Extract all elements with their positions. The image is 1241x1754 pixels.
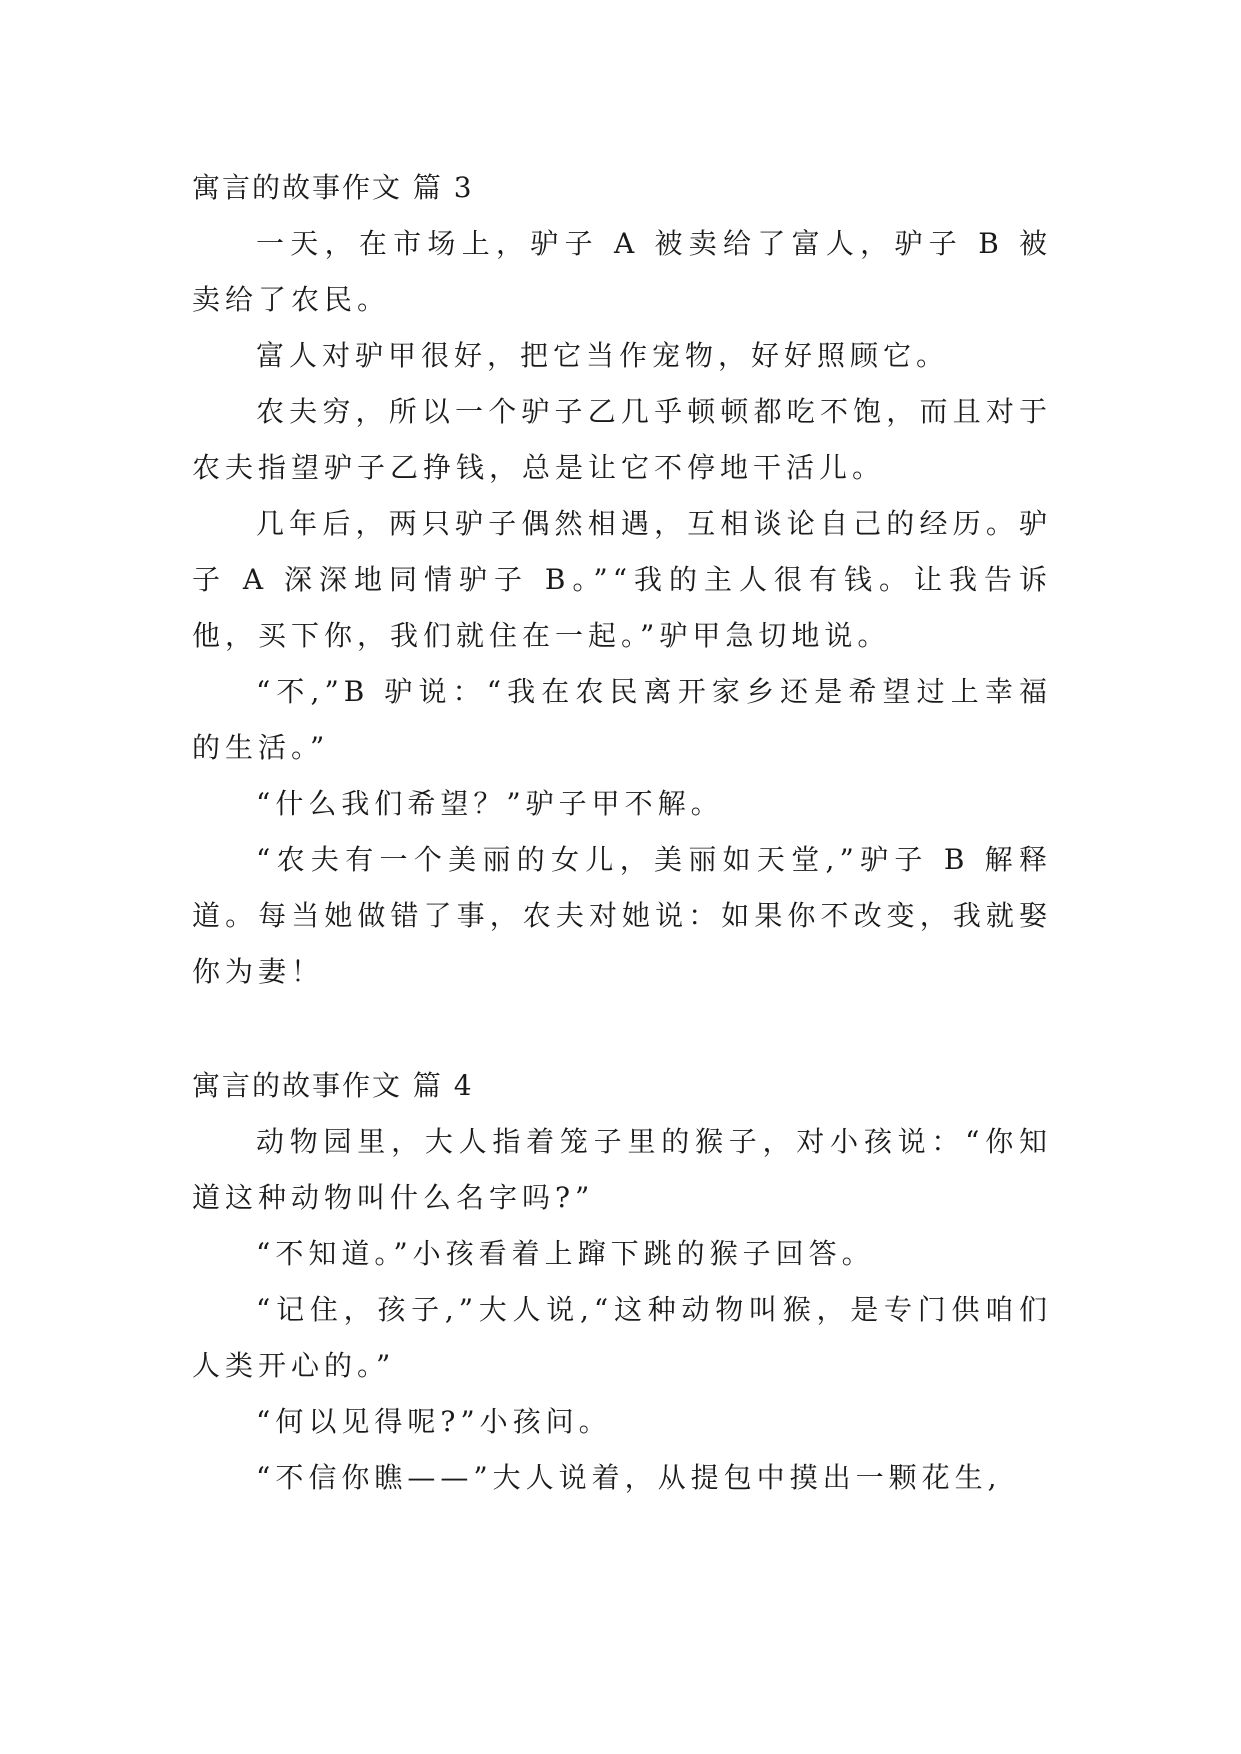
section-heading: 寓言的故事作文 篇 4 xyxy=(192,1069,474,1102)
paragraph: “不知道。”小孩看着上蹿下跳的猴子回答。 xyxy=(256,1237,875,1270)
paragraph: “何以见得呢?”小孩问。 xyxy=(256,1405,612,1438)
section-heading: 寓言的故事作文 篇 3 xyxy=(192,171,474,204)
paragraph: “记住，孩子,”大人说,“这种动物叫猴，是专门供咱们人类开心的。” xyxy=(192,1293,1052,1382)
paragraph: 一天，在市场上，驴子 A 被卖给了富人，驴子 B 被卖给了农民。 xyxy=(192,227,1052,316)
paragraph: “不,”B 驴说：“我在农民离开家乡还是希望过上幸福的生活。” xyxy=(192,675,1052,764)
paragraph: 富人对驴甲很好，把它当作宠物，好好照顾它。 xyxy=(256,339,950,372)
essay-section-4 xyxy=(192,1058,1052,1506)
paragraph: “什么我们希望？”驴子甲不解。 xyxy=(256,787,724,820)
paragraph: 几年后，两只驴子偶然相遇，互相谈论自己的经历。驴子 A 深深地同情驴子 B。”“我的主人很有钱。让我告诉他，买下你，我们就住在一起。”驴甲急切地说。 xyxy=(192,507,1052,652)
paragraph: 农夫穷，所以一个驴子乙几乎顿顿都吃不饱，而且对于农夫指望驴子乙挣钱，总是让它不停地干活儿。 xyxy=(192,395,1052,484)
document-content xyxy=(192,160,1052,1506)
essay-section-3 xyxy=(192,160,1052,1000)
paragraph: “农夫有一个美丽的女儿，美丽如天堂,”驴子 B 解释道。每当她做错了事，农夫对她说：如果你不改变，我就娶你为妻！ xyxy=(192,843,1052,988)
paragraph: 动物园里，大人指着笼子里的猴子，对小孩说：“你知道这种动物叫什么名字吗?” xyxy=(192,1125,1052,1214)
paragraph: “不信你瞧——”大人说着，从提包中摸出一颗花生, xyxy=(256,1461,1002,1494)
